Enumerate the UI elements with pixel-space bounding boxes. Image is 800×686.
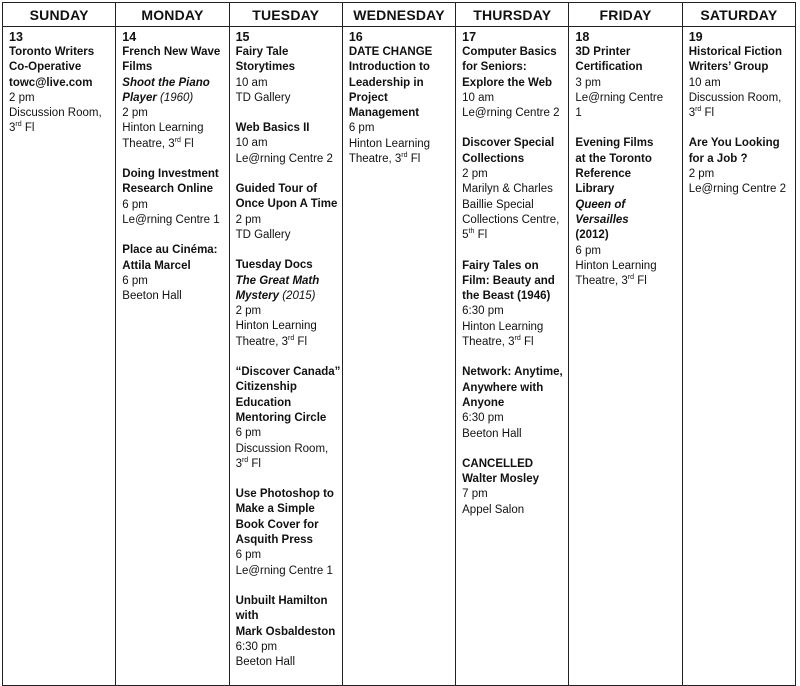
ordinal-suffix: th — [468, 228, 475, 236]
event-title-line — [462, 136, 568, 151]
event-title-line — [236, 609, 342, 624]
event-title-line — [236, 533, 342, 548]
event-item[interactable] — [462, 45, 568, 121]
event-title-line — [236, 518, 342, 533]
weekday-header-sunday: SUNDAY — [3, 3, 116, 27]
event-detail-line — [236, 228, 342, 243]
event-detail-line — [236, 655, 342, 670]
event-detail-line-text: 2 pm — [122, 107, 148, 120]
event-detail-line-suffix: Fl — [180, 137, 194, 150]
event-title-line — [236, 502, 342, 517]
event-title-line-text: Certification — [575, 61, 643, 74]
event-title-line-text: Guided Tour of — [235, 183, 318, 196]
event-item[interactable] — [236, 487, 342, 579]
event-detail-line-suffix: Fl — [248, 457, 261, 470]
event-item[interactable] — [9, 45, 115, 137]
event-detail-line-text: Theatre, 3 — [122, 137, 175, 150]
event-detail-line — [236, 457, 342, 472]
event-title-line — [236, 60, 342, 75]
event-title-line — [236, 45, 342, 60]
event-detail-line — [349, 121, 455, 136]
event-detail-line — [462, 182, 568, 197]
event-title-line — [689, 60, 795, 75]
event-detail-line — [689, 182, 795, 197]
day-number: 17 — [462, 30, 477, 44]
event-title-line — [236, 411, 342, 426]
event-title-line-text: Versailles — [575, 213, 629, 226]
event-title-line-text: Explore the Web — [462, 76, 553, 89]
event-item[interactable] — [349, 45, 455, 167]
event-title-line-text: Book Cover for — [235, 518, 319, 531]
event-title-line-text: The Great Math — [235, 274, 320, 287]
event-title-line-text: towc@live.com — [9, 76, 93, 89]
event-title-line-text: Computer Basics — [462, 46, 557, 58]
event-detail-line-suffix: Fl — [701, 107, 715, 120]
event-title-line-text: Make a Simple — [235, 503, 315, 516]
event-detail-line-text: 3 pm — [575, 76, 601, 89]
event-detail-line — [236, 564, 342, 579]
event-title-line — [462, 457, 568, 472]
event-detail-line-text: Le@rning Centre 2 — [235, 152, 333, 165]
event-title-line — [236, 594, 342, 609]
ordinal-suffix: rd — [287, 334, 295, 342]
event-detail-line — [122, 198, 228, 213]
event-detail-line — [122, 289, 228, 304]
event-title-line-text: Are You Looking — [688, 137, 780, 150]
event-detail-line-text: 1 — [575, 107, 582, 120]
event-title-line-text: Asquith Press — [235, 534, 313, 547]
event-title-line-text: the Beast (1946) — [462, 290, 551, 303]
event-detail-line — [236, 304, 342, 319]
event-title-line — [462, 60, 568, 75]
event-title-line-text: CANCELLED — [462, 457, 534, 470]
event-detail-line — [575, 76, 681, 91]
event-detail-line-text: Le@rning Centre 1 — [122, 213, 220, 226]
event-detail-line — [236, 152, 342, 167]
event-item[interactable] — [236, 365, 342, 472]
event-title-line-text: Mark Osbaldeston — [235, 625, 336, 638]
event-detail-line — [462, 487, 568, 502]
event-detail-line-text: Discussion Room, — [9, 107, 102, 120]
event-title-line — [236, 396, 342, 411]
event-title-line-text: DATE CHANGE — [348, 46, 433, 58]
week-row — [3, 27, 796, 686]
event-title-line — [462, 274, 568, 289]
event-title-line-text: Attila Marcel — [122, 259, 191, 272]
event-title-line-text: for a Job ? — [688, 152, 748, 165]
event-detail-line — [575, 244, 681, 259]
event-title-line — [9, 60, 115, 75]
event-title-line — [9, 45, 115, 60]
event-title-line — [462, 76, 568, 91]
event-detail-line — [462, 304, 568, 319]
weekday-header-tuesday: TUESDAY — [229, 3, 342, 27]
event-detail-line — [236, 548, 342, 563]
event-item[interactable] — [689, 45, 795, 121]
day-number: 16 — [348, 30, 363, 44]
event-item[interactable] — [236, 258, 342, 350]
event-detail-line-text: 6 pm — [122, 274, 148, 287]
event-title-line-suffix: (2015) — [279, 289, 316, 302]
day-cell-friday — [569, 27, 682, 686]
event-detail-line-text: Hinton Learning — [122, 122, 204, 135]
event-item[interactable] — [462, 365, 568, 441]
weekday-header-wednesday: WEDNESDAY — [342, 3, 455, 27]
event-title-line — [122, 259, 228, 274]
event-title-line-text: Management — [348, 107, 420, 120]
event-title-line-text: Place au Cinéma: — [122, 244, 218, 257]
event-title-line-text: Discover Special — [462, 137, 555, 150]
event-detail-line — [462, 411, 568, 426]
event-detail-line-text: Theatre, 3 — [348, 153, 402, 166]
event-detail-line — [122, 106, 228, 121]
event-detail-line-text: Le@rning Centre — [575, 91, 664, 104]
event-title-line-text: Toronto Writers — [9, 46, 95, 58]
day-cell-saturday — [682, 27, 795, 686]
event-detail-line-text: Beeton Hall — [122, 290, 182, 303]
event-title-line — [689, 45, 795, 60]
event-detail-line-suffix: Fl — [407, 153, 421, 166]
event-detail-line — [462, 198, 568, 213]
event-title-line — [575, 45, 681, 60]
event-title-line — [236, 121, 342, 136]
event-item[interactable] — [462, 259, 568, 351]
event-title-line — [575, 60, 681, 75]
event-title-line — [9, 76, 115, 91]
event-detail-line-text: 7 pm — [462, 488, 488, 501]
event-title-line-text: Writers’ Group — [688, 61, 769, 74]
event-title-line-text: (2012) — [575, 229, 609, 242]
ordinal-suffix: rd — [401, 152, 408, 160]
event-detail-line-text: 6 pm — [348, 122, 375, 135]
event-title-line-text: Once Upon A Time — [235, 198, 338, 211]
event-item[interactable] — [462, 457, 568, 518]
event-detail-line-text: Theatre, 3 — [462, 336, 515, 349]
event-detail-line — [236, 640, 342, 655]
event-detail-line-text: Theatre, 3 — [575, 275, 628, 288]
event-detail-line-text: 6:30 pm — [235, 640, 278, 653]
event-title-line-text: Collections — [462, 152, 525, 165]
event-title-line — [689, 136, 795, 151]
event-title-line — [122, 45, 228, 60]
event-detail-line — [462, 320, 568, 335]
event-title-line-text: Web Basics II — [235, 122, 310, 135]
event-detail-line-text: Le@rning Centre 1 — [235, 564, 333, 577]
event-title-line — [236, 274, 342, 289]
ordinal-suffix: rd — [695, 106, 702, 114]
event-detail-line-text: Hinton Learning — [348, 137, 431, 150]
event-title-line-text: Tuesday Docs — [235, 259, 313, 272]
event-title-line-text: Films — [122, 61, 153, 74]
event-detail-line-text: Baillie Special — [462, 198, 534, 211]
event-detail-line — [462, 503, 568, 518]
event-detail-line-text: 10 am — [235, 137, 268, 150]
event-detail-line — [575, 259, 681, 274]
event-title-line — [349, 106, 455, 121]
day-cell-tuesday — [229, 27, 342, 686]
event-detail-line-text: Le@rning Centre 2 — [462, 107, 560, 120]
event-detail-line-text: 3 — [235, 457, 242, 470]
event-detail-line — [122, 213, 228, 228]
event-title-line-suffix: (1960) — [156, 91, 194, 104]
event-detail-line-text: 6 pm — [235, 427, 262, 440]
ordinal-suffix: rd — [514, 335, 521, 343]
event-title-line-text: Mystery — [235, 289, 280, 302]
event-title-line — [122, 243, 228, 258]
event-detail-line-text: Beeton Hall — [462, 427, 522, 440]
event-detail-line — [236, 426, 342, 441]
event-title-line — [462, 396, 568, 411]
event-detail-line — [462, 335, 568, 350]
event-title-line — [575, 136, 681, 151]
day-cell-thursday — [456, 27, 569, 686]
event-detail-line — [462, 213, 568, 228]
day-number: 14 — [122, 30, 137, 44]
event-title-line-text: “Discover Canada” — [235, 366, 341, 379]
event-detail-line-text: 6 pm — [575, 244, 601, 257]
event-title-line — [122, 60, 228, 75]
event-detail-line-text: Discussion Room, — [235, 442, 329, 455]
event-item[interactable] — [122, 243, 228, 304]
day-cell-wednesday — [342, 27, 455, 686]
event-item[interactable] — [236, 121, 342, 167]
event-detail-line-text: Le@rning Centre 2 — [688, 183, 787, 196]
event-title-line-text: Anyone — [462, 396, 505, 409]
event-title-line — [236, 182, 342, 197]
event-item[interactable] — [462, 136, 568, 243]
event-title-line-text: Research Online — [122, 183, 214, 196]
event-title-line-text: Reference — [575, 168, 632, 181]
event-title-line — [122, 167, 228, 182]
event-title-line — [122, 76, 228, 91]
event-title-line-text: Leadership in — [348, 76, 424, 89]
event-detail-line-text: 3 — [9, 122, 16, 135]
event-detail-line-text: 6 pm — [122, 198, 148, 211]
weekday-header-friday: FRIDAY — [569, 3, 682, 27]
event-title-line-text: for Seniors: — [462, 61, 527, 74]
event-detail-line-suffix: Fl — [21, 122, 35, 135]
event-title-line — [349, 60, 455, 75]
event-title-line — [575, 182, 681, 197]
event-detail-line-suffix: Fl — [474, 229, 488, 242]
event-detail-line — [236, 76, 342, 91]
event-title-line-text: Introduction to — [348, 61, 430, 74]
event-title-line — [575, 213, 681, 228]
ordinal-suffix: rd — [627, 274, 635, 282]
event-detail-line — [462, 427, 568, 442]
event-detail-line-text: 3 — [688, 107, 696, 120]
day-number: 13 — [9, 30, 23, 44]
event-detail-line-text: 6 pm — [235, 549, 262, 562]
event-detail-line — [122, 121, 228, 136]
day-number: 18 — [575, 30, 590, 44]
event-detail-line — [122, 137, 228, 152]
event-detail-line — [462, 167, 568, 182]
event-title-line — [575, 198, 681, 213]
event-title-line-text: Use Photoshop to — [235, 488, 334, 501]
event-title-line — [462, 152, 568, 167]
event-detail-line-suffix: Fl — [520, 336, 534, 349]
event-detail-line — [236, 213, 342, 228]
event-detail-line — [9, 106, 115, 121]
event-title-line-text: Network: Anytime, — [462, 366, 563, 379]
event-detail-line-text: Appel Salon — [462, 503, 525, 516]
event-detail-line — [575, 274, 681, 289]
event-title-line — [236, 487, 342, 502]
event-title-line-text: Anywhere with — [462, 381, 544, 394]
event-detail-line — [689, 76, 795, 91]
event-title-line — [236, 289, 342, 304]
weekday-header-row — [3, 3, 796, 27]
event-detail-line-text: Beeton Hall — [235, 656, 296, 669]
event-title-line — [462, 472, 568, 487]
event-title-line-text: Doing Investment — [122, 168, 219, 181]
event-item[interactable] — [689, 136, 795, 197]
event-title-line — [689, 152, 795, 167]
event-item[interactable] — [122, 167, 228, 228]
event-detail-line — [462, 91, 568, 106]
event-detail-line-text: Collections Centre, — [462, 213, 560, 226]
event-title-line-text: Mentoring Circle — [235, 411, 327, 424]
event-title-line — [462, 289, 568, 304]
event-title-line-text: 3D Printer — [575, 46, 631, 58]
event-title-line — [349, 76, 455, 91]
event-detail-line — [236, 136, 342, 151]
event-detail-line-text: Hinton Learning — [235, 320, 317, 333]
event-detail-line — [689, 167, 795, 182]
event-detail-line — [9, 121, 115, 136]
event-title-line — [236, 258, 342, 273]
event-detail-line — [689, 106, 795, 121]
event-title-line — [349, 45, 455, 60]
event-detail-line-text: 10 am — [688, 76, 721, 89]
event-detail-line-text: 2 pm — [688, 168, 715, 181]
event-item[interactable] — [236, 45, 342, 106]
event-title-line-text: at the Toronto — [575, 152, 652, 165]
event-detail-line-text: Hinton Learning — [462, 320, 544, 333]
event-title-line-text: Evening Films — [575, 137, 654, 150]
event-detail-line — [349, 137, 455, 152]
event-title-line-text: Shoot the Piano — [122, 76, 210, 89]
event-title-line — [575, 228, 681, 243]
event-detail-line-text: Theatre, 3 — [235, 335, 288, 348]
event-title-line-text: Citizenship — [235, 381, 297, 394]
event-title-line — [575, 167, 681, 182]
event-title-line — [462, 259, 568, 274]
event-title-line — [236, 365, 342, 380]
calendar-week — [2, 2, 796, 686]
event-title-line — [236, 380, 342, 395]
event-detail-line-text: TD Gallery — [235, 228, 291, 241]
event-detail-line-text: 2 pm — [9, 91, 35, 104]
event-title-line-text: Education — [235, 396, 292, 409]
event-detail-line-text: 2 pm — [235, 305, 262, 318]
event-detail-line-text: 2 pm — [462, 168, 488, 181]
event-title-line-text: Film: Beauty and — [462, 274, 555, 287]
event-title-line-text: Walter Mosley — [462, 473, 540, 486]
event-detail-line — [462, 228, 568, 243]
day-number: 15 — [235, 30, 250, 44]
day-cell-sunday — [3, 27, 116, 686]
event-detail-line — [575, 106, 681, 121]
event-item[interactable] — [575, 136, 681, 289]
weekday-header-thursday: THURSDAY — [456, 3, 569, 27]
event-title-line-text: with — [235, 610, 259, 623]
weekday-header-saturday: SATURDAY — [682, 3, 795, 27]
event-detail-line — [236, 442, 342, 457]
event-title-line — [236, 625, 342, 640]
event-detail-line — [9, 91, 115, 106]
day-number: 19 — [688, 30, 703, 44]
event-detail-line — [462, 106, 568, 121]
event-detail-line — [236, 319, 342, 334]
event-detail-line-text: 6:30 pm — [462, 305, 504, 318]
weekday-header-monday: MONDAY — [116, 3, 229, 27]
event-title-line-text: Fairy Tales on — [462, 259, 539, 272]
event-detail-line-text: 6:30 pm — [462, 412, 504, 425]
event-item[interactable] — [575, 45, 681, 121]
event-title-line-text: Fairy Tale — [235, 46, 289, 58]
ordinal-suffix: rd — [174, 136, 181, 144]
event-detail-line-suffix: Fl — [294, 335, 307, 348]
event-detail-line — [689, 91, 795, 106]
event-title-line-text: Co-Operative — [9, 61, 82, 74]
ordinal-suffix: rd — [241, 457, 249, 464]
event-item[interactable] — [122, 45, 228, 152]
event-title-line-text: French New Wave — [122, 46, 221, 58]
event-title-line-text: Library — [575, 183, 615, 196]
event-title-line — [462, 45, 568, 60]
event-item[interactable] — [236, 182, 342, 243]
event-detail-line-text: 5 — [462, 229, 469, 242]
event-title-line — [122, 182, 228, 197]
event-title-line — [462, 365, 568, 380]
event-detail-line-text: 10 am — [235, 76, 268, 89]
event-item[interactable] — [236, 594, 342, 670]
event-detail-line — [575, 91, 681, 106]
event-detail-line — [349, 152, 455, 167]
event-detail-line-text: 2 pm — [235, 213, 262, 226]
event-detail-line-text: 10 am — [462, 91, 495, 104]
event-detail-line-text: Marilyn & Charles — [462, 183, 553, 196]
event-title-line-text: Queen of — [575, 198, 626, 211]
ordinal-suffix: rd — [15, 121, 22, 129]
event-title-line-text: Player — [122, 91, 157, 104]
event-detail-line — [236, 335, 342, 350]
event-detail-line-text: TD Gallery — [235, 91, 291, 104]
event-title-line-text: Historical Fiction — [688, 46, 782, 58]
event-detail-line — [122, 274, 228, 289]
event-detail-line-suffix: Fl — [634, 275, 647, 288]
event-detail-line — [236, 91, 342, 106]
event-detail-line-text: Discussion Room, — [688, 91, 782, 104]
event-title-line-text: Project — [348, 91, 388, 104]
event-title-line — [575, 152, 681, 167]
day-cell-monday — [116, 27, 229, 686]
event-title-line — [122, 91, 228, 106]
event-title-line-text: Storytimes — [235, 61, 295, 74]
event-title-line — [462, 381, 568, 396]
event-title-line — [236, 197, 342, 212]
event-title-line — [349, 91, 455, 106]
event-title-line-text: Unbuilt Hamilton — [235, 594, 328, 607]
event-detail-line-text: Hinton Learning — [575, 259, 657, 272]
